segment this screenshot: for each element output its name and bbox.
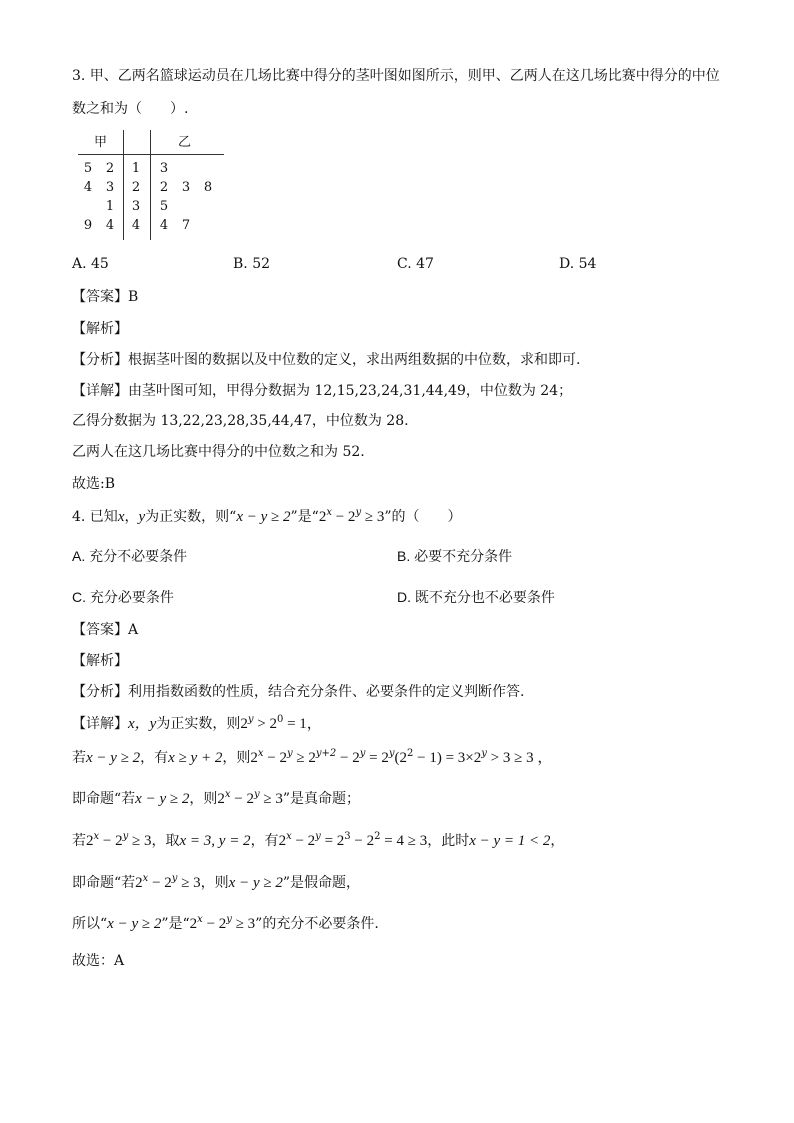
q4-option-c[interactable]: C. 充分必要条件 bbox=[72, 589, 174, 605]
q4-option-d[interactable]: D. 既不充分也不必要条件 bbox=[397, 589, 555, 605]
stem-leaf-head-right: 乙 bbox=[178, 135, 192, 150]
leaf-left: 1 bbox=[105, 199, 115, 214]
q3-option-b[interactable]: B. 52 bbox=[233, 256, 271, 272]
leaf-left: 3 bbox=[105, 180, 115, 195]
q4-detail-line-5: 所以“x − y ≥ 2”是“$2^x - 2^y \ge 3$”的充分不必要条件. bbox=[72, 914, 379, 932]
q3-option-d[interactable]: D. 54 bbox=[559, 256, 597, 272]
q4-analysis-heading: 【解析】 bbox=[72, 652, 128, 668]
q4-option-b[interactable]: B. 必要不充分条件 bbox=[397, 548, 513, 564]
q4-detail-line-1: 若x − y ≥ 2，有x ≥ y + 2，则$2^x - 2^y \ge 2^{y+2} - 2^y = 2^y(2^2 - 1) = 3\times 2^y > 3 \ge 3$ ， bbox=[72, 748, 553, 766]
q3-analysis-detail: 【详解】由茎叶图可知，甲得分数据为 12,15,23,24,31,44,49，中位数为 24； bbox=[72, 382, 573, 399]
leaf-right: 2 bbox=[159, 180, 169, 195]
q3-analysis-fenxi: 【分析】根据茎叶图的数据以及中位数的定义，求出两组数据的中位数，求和即可. bbox=[72, 351, 581, 368]
q3-answer: 【答案】B bbox=[72, 288, 139, 305]
stem-value: 1 bbox=[131, 161, 141, 176]
leaf-right: 3 bbox=[159, 161, 169, 176]
q3-stem-line-1: 3. 甲、乙两名篮球运动员在几场比赛中得分的茎叶图如图所示，则甲、乙两人在这几场比赛中得分的中位 bbox=[72, 68, 720, 84]
leaf-right: 4 bbox=[159, 218, 169, 233]
q4-stem: 4. 已知x，y为正实数，则“x − y ≥ 2”是“$2^x - 2^y \ge 3$”的（ ） bbox=[72, 507, 462, 525]
stem-leaf-right-border bbox=[150, 130, 151, 240]
q4-detail-line-3: 若$2^x - 2^y \ge 3$，取x = 3, y = 2，有$2^x - 2^y = 2^3 - 2^2 = 4 \ge 3$，此时x − y = 1 < 2， bbox=[72, 831, 565, 849]
stem-value: 2 bbox=[131, 180, 141, 195]
q3-analysis-heading: 【解析】 bbox=[72, 320, 128, 336]
q4-answer: 【答案】A bbox=[72, 621, 139, 638]
q3-stem-line-2: 数之和为（ ）. bbox=[72, 101, 189, 117]
q3-option-c[interactable]: C. 47 bbox=[397, 256, 434, 272]
q4-detail-line-2: 即命题“若x − y ≥ 2，则$2^x - 2^y \ge 3$”是真命题； bbox=[72, 789, 361, 807]
leaf-right: 8 bbox=[203, 180, 213, 195]
q4-conclusion: 故选：A bbox=[72, 953, 125, 969]
leaf-right: 7 bbox=[181, 218, 191, 233]
q4-analysis-fenxi: 【分析】利用指数函数的性质，结合充分条件、必要条件的定义判断作答. bbox=[72, 683, 525, 700]
q3-detail-line-b: 乙得分数据为 13,22,23,28,35,44,47，中位数为 28. bbox=[72, 413, 409, 429]
stem-leaf-plot bbox=[78, 130, 224, 240]
q4-option-a[interactable]: A. 充分不必要条件 bbox=[72, 548, 188, 564]
leaf-left: 4 bbox=[105, 218, 115, 233]
stem-leaf-divider bbox=[78, 154, 224, 155]
leaf-left: 5 bbox=[83, 161, 93, 176]
q3-detail-line-c: 乙两人在这几场比赛中得分的中位数之和为 52. bbox=[72, 444, 365, 460]
q3-conclusion: 故选:B bbox=[72, 476, 116, 492]
q3-option-a[interactable]: A. 45 bbox=[72, 256, 109, 272]
stem-value: 4 bbox=[131, 218, 141, 233]
q4-analysis-detail: 【详解】x，y为正实数，则$2^y > 2^0 = 1$， bbox=[72, 714, 322, 732]
stem-leaf-left-border bbox=[123, 130, 124, 240]
leaf-left: 4 bbox=[83, 180, 93, 195]
leaf-left: 9 bbox=[83, 218, 93, 233]
leaf-right: 5 bbox=[159, 199, 169, 214]
stem-leaf-head-left: 甲 bbox=[94, 135, 108, 150]
q4-detail-line-4: 即命题“若$2^x - 2^y \ge 3$，则x − y ≥ 2”是假命题， bbox=[72, 873, 361, 891]
stem-value: 3 bbox=[131, 199, 141, 214]
leaf-left: 2 bbox=[105, 161, 115, 176]
leaf-right: 3 bbox=[181, 180, 191, 195]
